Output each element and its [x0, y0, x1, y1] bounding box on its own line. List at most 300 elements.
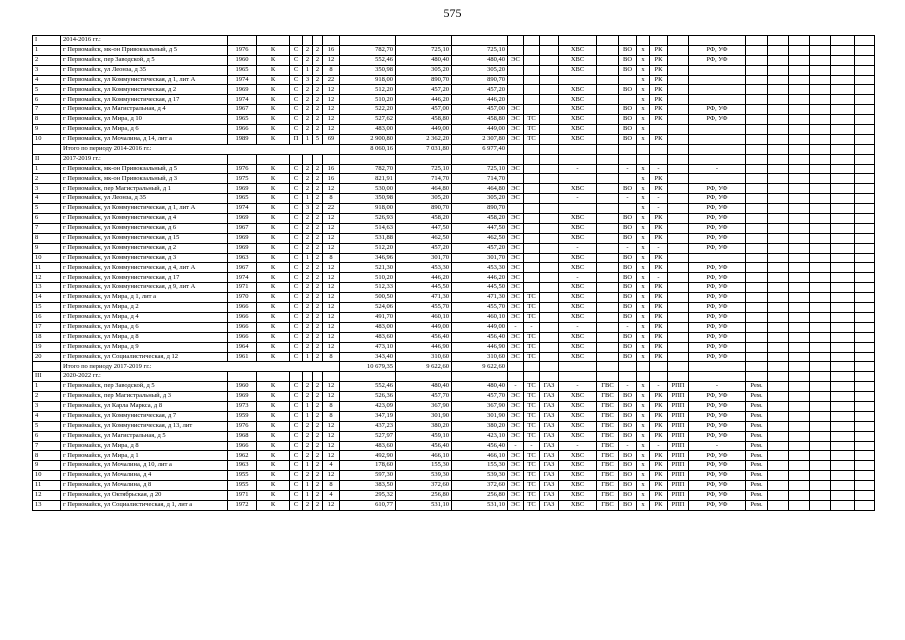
table-row: [33, 233, 875, 243]
table-cell: К: [257, 451, 290, 461]
table-cell: ГАЗ: [540, 441, 559, 451]
table-cell: [597, 243, 619, 253]
table-cell: -: [559, 382, 597, 392]
table-cell: 2: [313, 441, 323, 451]
empty-cell: [452, 372, 508, 382]
table-cell: х: [637, 392, 650, 402]
empty-cell: [508, 154, 524, 164]
table-cell: [508, 204, 524, 214]
table-cell: х: [637, 95, 650, 105]
table-cell: 2: [313, 312, 323, 322]
table-cell: ЭС: [508, 115, 524, 125]
total-value: 9 622,60: [452, 362, 508, 372]
table-cell: 305,20: [452, 65, 508, 75]
table-cell: [540, 283, 559, 293]
table-row: [33, 293, 875, 303]
table-cell: [746, 303, 768, 313]
table-cell: 2: [313, 194, 323, 204]
empty-cell: [789, 253, 810, 263]
empty-cell: [789, 144, 810, 154]
address-cell: г Первомайск, ул Коммунистическая, д 4: [61, 214, 228, 224]
empty-cell: [855, 144, 875, 154]
empty-cell: [831, 36, 855, 46]
section-title: 2017-2019 гг.:: [61, 154, 228, 164]
table-cell: 1955: [228, 471, 257, 481]
table-cell: РК: [650, 85, 668, 95]
table-cell: х: [637, 85, 650, 95]
table-cell: 295,32: [340, 490, 396, 500]
table-cell: ТС: [524, 332, 540, 342]
table-cell: [668, 115, 689, 125]
table-cell: [508, 65, 524, 75]
empty-cell: [810, 65, 831, 75]
table-cell: 12: [33, 490, 61, 500]
table-cell: х: [637, 490, 650, 500]
table-cell: [597, 322, 619, 332]
table-cell: -: [559, 322, 597, 332]
table-cell: 343,40: [340, 352, 396, 362]
table-row: [33, 65, 875, 75]
empty-cell: [831, 144, 855, 154]
empty-cell: [559, 144, 597, 154]
table-cell: ТС: [524, 431, 540, 441]
empty-cell: [396, 154, 452, 164]
table-cell: 1965: [228, 115, 257, 125]
table-cell: 12: [323, 293, 340, 303]
table-cell: 725,10: [452, 45, 508, 55]
empty-cell: [831, 105, 855, 115]
table-cell: ХВС: [559, 223, 597, 233]
table-cell: х: [637, 411, 650, 421]
table-cell: ВО: [619, 500, 637, 510]
table-cell: К: [257, 65, 290, 75]
table-cell: 2: [303, 55, 313, 65]
table-cell: С: [290, 233, 303, 243]
table-cell: [668, 125, 689, 135]
table-cell: [746, 322, 768, 332]
table-cell: РК: [650, 322, 668, 332]
empty-cell: [855, 36, 875, 46]
address-cell: г Первомайск, пер Магистральный, д 3: [61, 392, 228, 402]
table-cell: 521,30: [340, 263, 396, 273]
table-cell: -: [689, 382, 746, 392]
table-cell: С: [290, 95, 303, 105]
table-cell: С: [290, 490, 303, 500]
table-cell: [524, 204, 540, 214]
table-cell: [540, 342, 559, 352]
table-cell: 514,63: [340, 223, 396, 233]
table-cell: ВО: [619, 481, 637, 491]
empty-cell: [789, 115, 810, 125]
table-cell: [689, 125, 746, 135]
table-cell: ВО: [619, 125, 637, 135]
table-cell: К: [257, 233, 290, 243]
empty-cell: [810, 411, 831, 421]
table-cell: [540, 243, 559, 253]
table-cell: 20: [33, 352, 61, 362]
table-cell: 512,20: [340, 85, 396, 95]
table-cell: 2: [313, 45, 323, 55]
table-cell: РФ, УФ: [689, 204, 746, 214]
section-number: I: [33, 36, 61, 46]
table-cell: 2: [313, 382, 323, 392]
table-cell: 10: [33, 253, 61, 263]
table-cell: х: [637, 401, 650, 411]
table-cell: 1: [303, 411, 313, 421]
table-cell: 491,70: [340, 312, 396, 322]
empty-cell: [768, 95, 789, 105]
empty-cell: [855, 392, 875, 402]
empty-cell: [789, 55, 810, 65]
table-cell: 2: [303, 223, 313, 233]
table-cell: [540, 164, 559, 174]
table-cell: РФ, УФ: [689, 55, 746, 65]
table-cell: [540, 194, 559, 204]
empty-cell: [831, 342, 855, 352]
table-cell: РФ, УФ: [689, 392, 746, 402]
empty-cell: [855, 115, 875, 125]
table-cell: ЭС: [508, 184, 524, 194]
table-cell: ЭС: [508, 392, 524, 402]
table-cell: 456,40: [396, 441, 452, 451]
table-cell: ТС: [524, 490, 540, 500]
table-cell: 1969: [228, 214, 257, 224]
table-cell: ВО: [619, 332, 637, 342]
table-cell: 15: [33, 303, 61, 313]
table-cell: [540, 95, 559, 105]
table-cell: х: [637, 471, 650, 481]
table-cell: 380,20: [452, 421, 508, 431]
table-cell: ГАЗ: [540, 431, 559, 441]
empty-cell: [340, 36, 396, 46]
table-cell: [619, 174, 637, 184]
total-value: 8 060,16: [340, 144, 396, 154]
table-cell: 1971: [228, 490, 257, 500]
empty-cell: [524, 36, 540, 46]
table-cell: К: [257, 105, 290, 115]
table-cell: 473,10: [340, 342, 396, 352]
table-cell: 2: [313, 263, 323, 273]
table-cell: -: [689, 441, 746, 451]
address-cell: г Первомайск, ул Мира, д 6: [61, 125, 228, 135]
empty-cell: [768, 134, 789, 144]
empty-cell: [323, 372, 340, 382]
table-cell: 2: [313, 174, 323, 184]
table-cell: 453,30: [396, 263, 452, 273]
empty-cell: [789, 342, 810, 352]
table-cell: [619, 75, 637, 85]
empty-cell: [768, 401, 789, 411]
table-cell: [597, 332, 619, 342]
table-cell: С: [290, 441, 303, 451]
empty-cell: [768, 45, 789, 55]
table-cell: РК: [650, 421, 668, 431]
empty-cell: [768, 372, 789, 382]
table-cell: 2: [303, 184, 313, 194]
table-cell: ЭС: [508, 352, 524, 362]
table-cell: [668, 342, 689, 352]
table-cell: 2: [303, 283, 313, 293]
table-cell: [746, 253, 768, 263]
empty-cell: [33, 144, 61, 154]
empty-cell: [810, 214, 831, 224]
table-cell: РФ, УФ: [689, 431, 746, 441]
table-cell: РФ, УФ: [689, 184, 746, 194]
empty-cell: [810, 144, 831, 154]
table-cell: 2: [313, 125, 323, 135]
table-cell: 1967: [228, 105, 257, 115]
empty-cell: [789, 174, 810, 184]
table-cell: РФ, УФ: [689, 471, 746, 481]
table-cell: 483,00: [340, 125, 396, 135]
table-cell: Рем.: [746, 401, 768, 411]
empty-cell: [831, 164, 855, 174]
table-cell: 480,40: [396, 382, 452, 392]
table-cell: [668, 332, 689, 342]
table-cell: [746, 174, 768, 184]
table-cell: С: [290, 65, 303, 75]
table-cell: 1968: [228, 431, 257, 441]
table-cell: ТС: [524, 392, 540, 402]
empty-cell: [789, 75, 810, 85]
table-cell: ЭС: [508, 303, 524, 313]
empty-cell: [508, 372, 524, 382]
table-row: [33, 342, 875, 352]
table-cell: 527,97: [340, 431, 396, 441]
table-cell: [746, 45, 768, 55]
empty-cell: [768, 115, 789, 125]
empty-cell: [303, 154, 313, 164]
table-cell: 460,10: [396, 312, 452, 322]
empty-cell: [619, 36, 637, 46]
empty-cell: [746, 36, 768, 46]
table-cell: [668, 243, 689, 253]
empty-cell: [810, 401, 831, 411]
empty-cell: [789, 85, 810, 95]
empty-cell: [831, 55, 855, 65]
table-cell: 457,20: [452, 85, 508, 95]
table-cell: [746, 184, 768, 194]
table-cell: ЭС: [508, 451, 524, 461]
table-row: [33, 273, 875, 283]
table-cell: РФ, УФ: [689, 214, 746, 224]
table-cell: 2: [313, 65, 323, 75]
table-cell: К: [257, 55, 290, 65]
empty-cell: [855, 233, 875, 243]
table-cell: ХВС: [559, 253, 597, 263]
empty-cell: [855, 471, 875, 481]
table-cell: 11: [33, 481, 61, 491]
table-cell: С: [290, 392, 303, 402]
empty-cell: [831, 500, 855, 510]
table-cell: [746, 105, 768, 115]
table-cell: [524, 273, 540, 283]
table-cell: 256,80: [452, 490, 508, 500]
empty-cell: [313, 372, 323, 382]
table-cell: Рем.: [746, 471, 768, 481]
empty-cell: [789, 312, 810, 322]
table-cell: 2: [313, 115, 323, 125]
empty-cell: [810, 204, 831, 214]
table-row: [33, 164, 875, 174]
section-header-row: [33, 154, 875, 164]
table-cell: 458,20: [452, 214, 508, 224]
table-cell: 1966: [228, 312, 257, 322]
table-cell: х: [637, 382, 650, 392]
table-cell: РК: [650, 411, 668, 421]
table-cell: ТС: [524, 500, 540, 510]
table-cell: К: [257, 125, 290, 135]
table-cell: [508, 45, 524, 55]
table-cell: [668, 204, 689, 214]
table-cell: ХВС: [559, 134, 597, 144]
table-cell: [668, 134, 689, 144]
empty-cell: [855, 134, 875, 144]
empty-cell: [789, 481, 810, 491]
table-cell: ВО: [619, 421, 637, 431]
table-cell: [540, 184, 559, 194]
table-cell: ЭС: [508, 461, 524, 471]
table-row: [33, 105, 875, 115]
total-value: 6 977,40: [452, 144, 508, 154]
table-cell: ХВС: [559, 65, 597, 75]
empty-cell: [831, 332, 855, 342]
empty-cell: [831, 214, 855, 224]
table-cell: ГВС: [597, 461, 619, 471]
table-cell: РК: [650, 461, 668, 471]
table-cell: ХВС: [559, 55, 597, 65]
empty-cell: [810, 36, 831, 46]
table-cell: 5: [313, 134, 323, 144]
table-cell: РФ, УФ: [689, 273, 746, 283]
table-cell: РК: [650, 490, 668, 500]
empty-cell: [831, 352, 855, 362]
table-cell: [597, 352, 619, 362]
empty-cell: [855, 322, 875, 332]
empty-cell: [768, 392, 789, 402]
table-cell: РК: [650, 134, 668, 144]
table-cell: [597, 273, 619, 283]
table-cell: ГАЗ: [540, 451, 559, 461]
table-cell: [668, 273, 689, 283]
table-cell: ХВС: [559, 95, 597, 105]
empty-cell: [768, 283, 789, 293]
table-cell: [668, 105, 689, 115]
table-row: [33, 431, 875, 441]
table-cell: 423,10: [452, 431, 508, 441]
table-cell: -: [559, 273, 597, 283]
table-cell: ГВС: [597, 500, 619, 510]
table-cell: 890,70: [396, 204, 452, 214]
address-cell: г Первомайск, ул Мочалина, д 10, лит а: [61, 461, 228, 471]
table-cell: 12: [323, 184, 340, 194]
table-cell: ВО: [619, 411, 637, 421]
table-cell: 782,70: [340, 45, 396, 55]
table-cell: С: [290, 283, 303, 293]
empty-cell: [855, 500, 875, 510]
table-cell: [597, 95, 619, 105]
empty-cell: [855, 75, 875, 85]
empty-cell: [810, 243, 831, 253]
table-cell: 7: [33, 441, 61, 451]
table-cell: РК: [650, 392, 668, 402]
empty-cell: [831, 421, 855, 431]
table-cell: С: [290, 184, 303, 194]
table-cell: х: [637, 204, 650, 214]
empty-cell: [810, 125, 831, 135]
table-cell: РФ, УФ: [689, 223, 746, 233]
table-cell: 1: [303, 134, 313, 144]
section-number: III: [33, 372, 61, 382]
table-cell: РФ, УФ: [689, 352, 746, 362]
table-cell: 457,20: [452, 243, 508, 253]
table-cell: РК: [650, 481, 668, 491]
table-cell: 2: [303, 500, 313, 510]
table-cell: К: [257, 471, 290, 481]
empty-cell: [789, 194, 810, 204]
table-cell: х: [637, 293, 650, 303]
table-cell: [540, 45, 559, 55]
empty-cell: [789, 332, 810, 342]
empty-cell: [768, 233, 789, 243]
table-cell: К: [257, 431, 290, 441]
empty-cell: [855, 293, 875, 303]
empty-cell: [831, 45, 855, 55]
empty-cell: [831, 481, 855, 491]
table-cell: х: [637, 134, 650, 144]
table-cell: ГВС: [597, 392, 619, 402]
table-cell: 1974: [228, 75, 257, 85]
table-cell: К: [257, 194, 290, 204]
empty-cell: [768, 184, 789, 194]
table-cell: РФ, УФ: [689, 421, 746, 431]
table-cell: С: [290, 431, 303, 441]
table-cell: 301,90: [452, 411, 508, 421]
table-cell: РК: [650, 312, 668, 322]
table-cell: РФ, УФ: [689, 243, 746, 253]
table-cell: -: [619, 441, 637, 451]
table-cell: РК: [650, 283, 668, 293]
table-cell: [746, 75, 768, 85]
table-cell: 12: [323, 273, 340, 283]
empty-cell: [831, 243, 855, 253]
empty-cell: [810, 312, 831, 322]
table-cell: [668, 45, 689, 55]
table-cell: ЭС: [508, 481, 524, 491]
empty-cell: [789, 500, 810, 510]
empty-cell: [831, 223, 855, 233]
empty-cell: [831, 382, 855, 392]
table-cell: С: [290, 194, 303, 204]
table-cell: 12: [323, 312, 340, 322]
empty-cell: [768, 55, 789, 65]
table-cell: [668, 65, 689, 75]
table-cell: [524, 184, 540, 194]
table-cell: ХВС: [559, 283, 597, 293]
table-cell: ЭС: [508, 312, 524, 322]
table-cell: 4: [323, 461, 340, 471]
empty-cell: [789, 273, 810, 283]
table-cell: [668, 174, 689, 184]
table-cell: 2: [313, 95, 323, 105]
table-cell: 2: [313, 332, 323, 342]
table-cell: [597, 75, 619, 85]
table-cell: х: [637, 115, 650, 125]
empty-cell: [290, 36, 303, 46]
empty-cell: [810, 421, 831, 431]
empty-cell: [768, 253, 789, 263]
table-cell: 714,70: [452, 174, 508, 184]
